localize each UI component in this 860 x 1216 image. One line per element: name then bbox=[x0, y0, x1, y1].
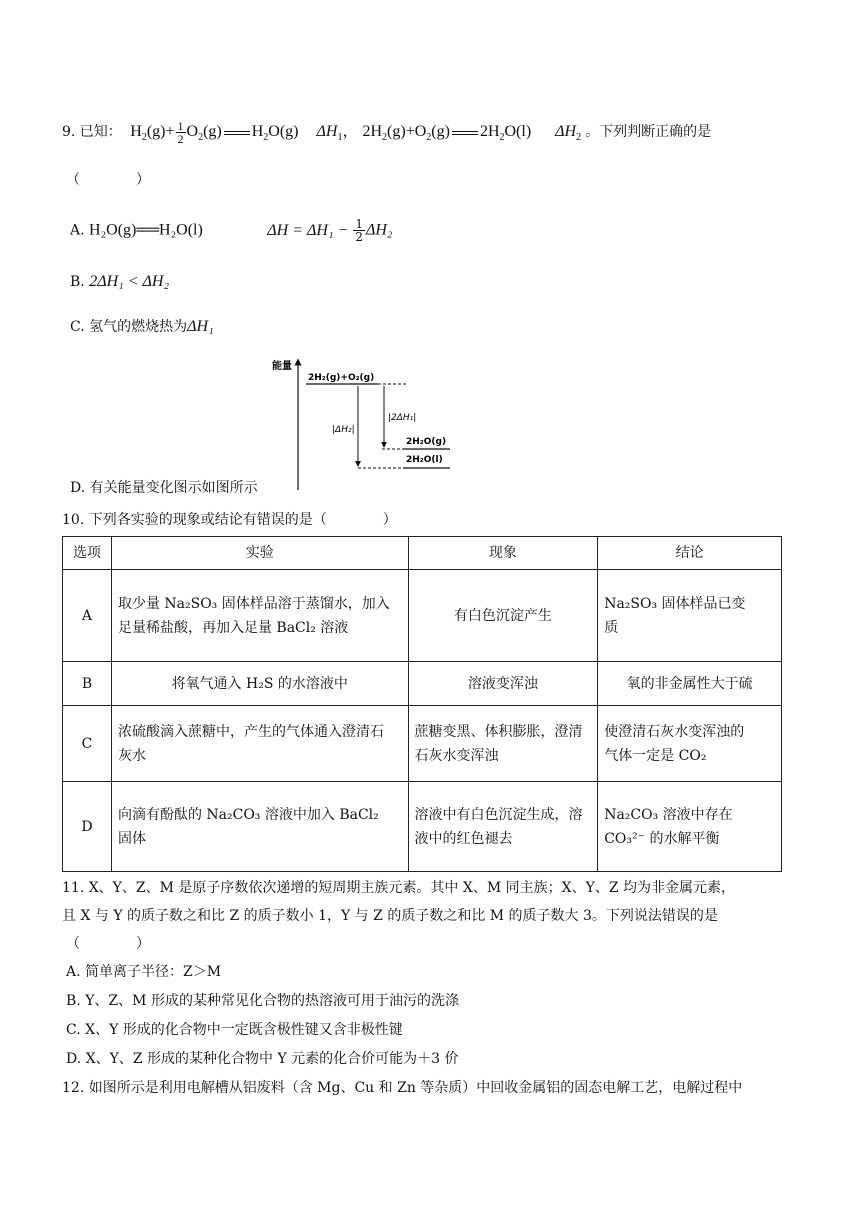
table-header-row bbox=[63, 537, 782, 570]
q9-option-b: B. 2ΔH₁ < ΔH₂ bbox=[70, 273, 170, 290]
q11-option-b: B. Y、Z、M 形成的某种常见化合物的热溶液可用于油污的洗涤 bbox=[66, 993, 459, 1009]
table-row bbox=[63, 706, 782, 782]
row-experiment: 将氧气通入 H₂S 的水溶液中 bbox=[111, 662, 408, 706]
q11-option-c: C. X、Y 形成的化合物中一定既含极性键又含非极性键 bbox=[66, 1022, 403, 1038]
row-option: A bbox=[63, 570, 112, 662]
q11-stem-line2: 且 X 与 Y 的质子数之和比 Z 的质子数小 1，Y 与 Z 的质子数之和比 M 的质子数大 3。下列说法错误的是 bbox=[62, 908, 718, 924]
header-option: 选项 bbox=[63, 537, 112, 570]
experiment-table bbox=[62, 536, 782, 872]
q9-stem bbox=[62, 120, 711, 148]
row-experiment: 浓硫酸滴入蔗糖中，产生的气体通入澄清石 灰水 bbox=[111, 706, 408, 782]
row-phenomenon: 蔗糖变黑、体积膨胀，澄清 石灰水变浑浊 bbox=[408, 706, 598, 782]
q9-option-d: D. 有关能量变化图示如图所示 bbox=[70, 480, 258, 496]
q9-equation-1: $H_2(g)+$ $\frac{1}{2}$ $O_2(g)$ $H_2O(g)$ $\Delta H_1$， $2H_2(g)+O_2(g)$ $2H_2O(l)$ $\Delta H_2$ bbox=[130, 119, 582, 146]
row-conclusion: Na₂CO₃ 溶液中存在 CO₃²⁻ 的水解平衡 bbox=[598, 782, 782, 872]
q9-suffix: 。下列判断正确的是 bbox=[585, 124, 712, 141]
q10-stem: 10. 下列各实验的现象或结论有错误的是（ ） bbox=[62, 512, 397, 528]
row-phenomenon: 溶液中有白色沉淀生成，溶 液中的红色褪去 bbox=[408, 782, 598, 872]
q9-option-a: A. H₂O(g)══H₂O(l) ΔH = ΔH₁ − $\frac{1}{2}$ ΔH₂ bbox=[70, 217, 393, 244]
level-top-label: 2H₂(g)+O₂(g) bbox=[308, 373, 375, 383]
row-phenomenon: 溶液变浑浊 bbox=[408, 662, 598, 706]
header-experiment: 实验 bbox=[111, 537, 408, 570]
row-conclusion: Na₂SO₃ 固体样品已变 质 bbox=[598, 570, 782, 662]
q11-stem-line1: 11. X、Y、Z、M 是原子序数依次递增的短周期主族元素。其中 X、M 同主族；X、Y、Z 均为非金属元素， bbox=[62, 880, 736, 896]
header-phenomenon: 现象 bbox=[408, 537, 598, 570]
energy-axis-label: 能量 bbox=[272, 361, 292, 372]
row-option: D bbox=[63, 782, 112, 872]
q11-answer-paren: （ ） bbox=[66, 936, 150, 952]
level-low-label: 2H₂O(l) bbox=[406, 455, 443, 465]
table-row bbox=[63, 782, 782, 872]
q11-option-d: D. X、Y、Z 形成的某种化合物中 Y 元素的化合价可能为＋3 价 bbox=[66, 1051, 459, 1067]
level-mid-label: 2H₂O(g) bbox=[406, 437, 447, 447]
row-conclusion: 氧的非金属性大于硫 bbox=[598, 662, 782, 706]
q9-answer-paren: （ ） bbox=[66, 172, 150, 188]
row-experiment: 取少量 Na₂SO₃ 固体样品溶于蒸馏水，加入 足量稀盐酸，再加入足量 BaCl₂ 溶液 bbox=[111, 570, 408, 662]
q9-option-c: C. 氢气的燃烧热为ΔH₁ bbox=[70, 318, 214, 335]
table-row bbox=[63, 662, 782, 706]
q12-stem: 12. 如图所示是利用电解槽从铝废料（含 Mg、Cu 和 Zn 等杂质）中回收金属铝的固态电解工艺，电解过程中 bbox=[62, 1080, 743, 1096]
header-conclusion: 结论 bbox=[598, 537, 782, 570]
row-experiment: 向滴有酚酞的 Na₂CO₃ 溶液中加入 BaCl₂ 固体 bbox=[111, 782, 408, 872]
row-option: C bbox=[63, 706, 112, 782]
q9-prefix: 9. 已知： bbox=[62, 124, 122, 141]
row-conclusion: 使澄清石灰水变浑浊的 气体一定是 CO₂ bbox=[598, 706, 782, 782]
row-option: B bbox=[63, 662, 112, 706]
arrow-2dh1-label: |2ΔH₁| bbox=[388, 413, 417, 423]
q11-option-a: A. 简单离子半径：Z＞M bbox=[66, 964, 222, 980]
energy-diagram bbox=[268, 354, 468, 494]
table-row bbox=[63, 570, 782, 662]
row-phenomenon: 有白色沉淀产生 bbox=[408, 570, 598, 662]
arrow-dh2-label: |ΔH₂| bbox=[332, 425, 355, 435]
